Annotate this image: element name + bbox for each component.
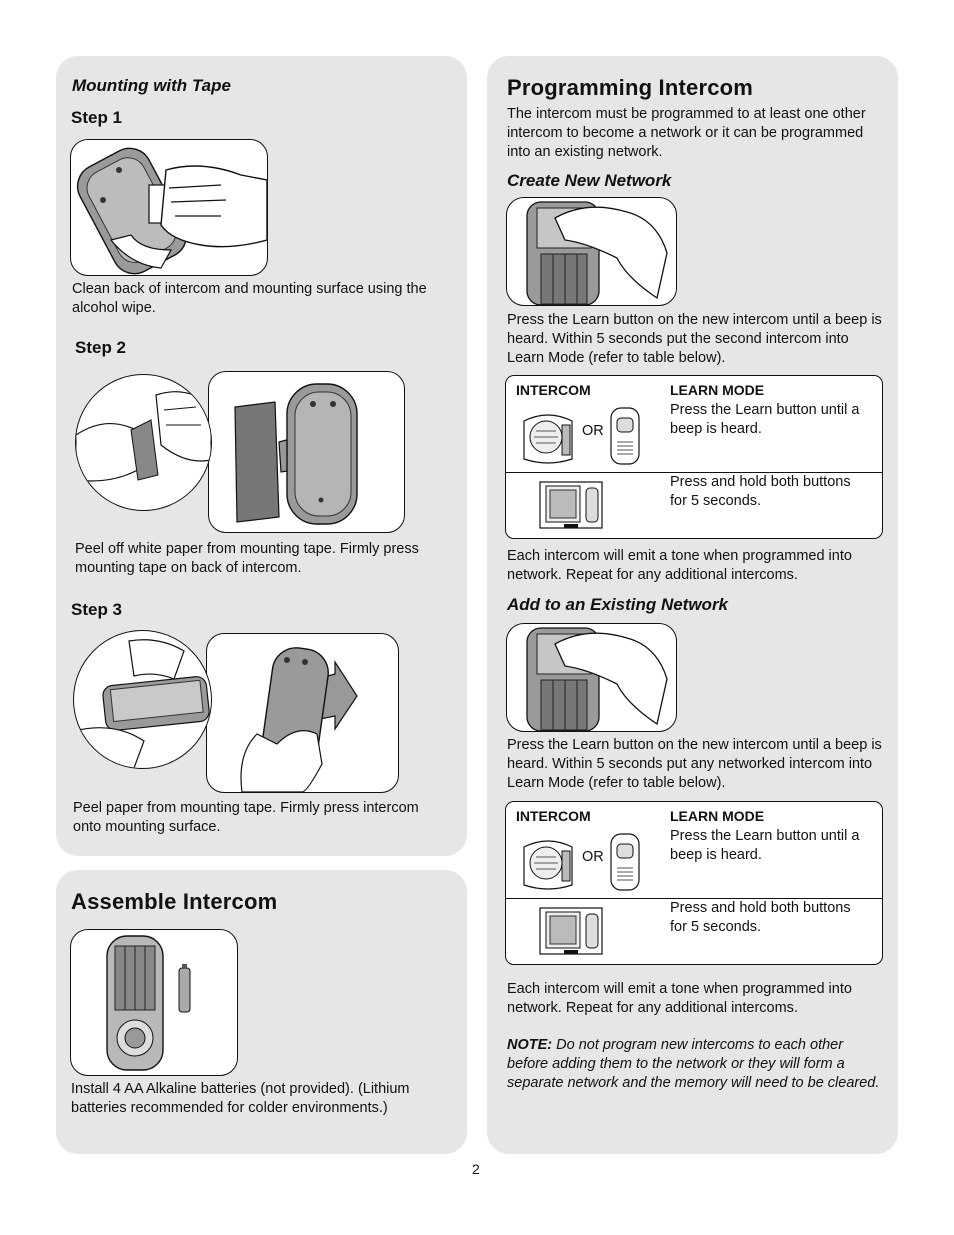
or-label: OR: [582, 423, 604, 439]
table-header-learn-mode: LEARN MODE: [670, 382, 765, 398]
wall-intercom-icon: [538, 480, 604, 530]
add-learn-mode-table: [505, 801, 883, 965]
assemble-panel: [56, 870, 467, 1154]
battery-illustration: [70, 929, 238, 1076]
slim-intercom-icon: [609, 406, 641, 466]
step1-label: Step 1: [71, 108, 123, 127]
add-network-text: Press the Learn button on the new intercom until a beep is heard. Within 5 seconds put any networked intercom into Learn Mode (refer to table below).: [507, 737, 882, 791]
create-learn-button-illustration: [506, 197, 677, 306]
create-after-text: Each intercom will emit a tone when programmed into network. Repeat for any additional intercoms.: [507, 548, 852, 583]
table-row2-text: Press and hold both buttons for 5 seconds.: [670, 474, 851, 509]
step2-hands-illustration: [75, 374, 212, 511]
note-label: NOTE:: [507, 1037, 553, 1053]
step3-text: Peel paper from mounting tape. Firmly press intercom onto mounting surface.: [73, 800, 419, 835]
table-header-learn-mode: LEARN MODE: [670, 808, 765, 824]
step2-intercom-illustration: [208, 371, 405, 533]
step2-text: Peel off white paper from mounting tape. Firmly press mounting tape on back of intercom.: [75, 541, 419, 576]
assemble-text: Install 4 AA Alkaline batteries (not provided). (Lithium batteries recommended for colder environments.): [71, 1081, 410, 1116]
table-header-intercom: INTERCOM: [516, 808, 591, 824]
step1-text: Clean back of intercom and mounting surface using the alcohol wipe.: [72, 281, 427, 316]
mounting-heading: Mounting with Tape: [72, 76, 231, 95]
add-learn-button-illustration: [506, 623, 677, 732]
table-row2-text: Press and hold both buttons for 5 seconds.: [670, 900, 851, 935]
note-text: Do not program new intercoms to each other before adding them to the network or they will form a separate network and the memory will need to be cleared.: [507, 1037, 880, 1091]
assemble-heading: Assemble Intercom: [71, 889, 278, 914]
wall-intercom-icon: [538, 906, 604, 956]
table-row1-text: Press the Learn button until a beep is heard.: [670, 402, 860, 437]
step2-label: Step 2: [75, 338, 127, 357]
table-row1-text: Press the Learn button until a beep is heard.: [670, 828, 860, 863]
programming-intro: The intercom must be programmed to at least one other intercom to become a network or it can be programmed into an existing network.: [507, 106, 866, 160]
step3-intercom-illustration: [206, 633, 399, 793]
create-network-heading: Create New Network: [507, 171, 672, 190]
step3-hands-illustration: [73, 630, 212, 769]
round-intercom-icon: [518, 835, 578, 893]
or-label: OR: [582, 849, 604, 865]
create-network-text: Press the Learn button on the new intercom until a beep is heard. Within 5 seconds put the second intercom into Learn Mode (refer to table below).: [507, 312, 882, 366]
programming-heading: Programming Intercom: [507, 75, 754, 100]
step1-illustration: [70, 139, 268, 276]
slim-intercom-icon: [609, 832, 641, 892]
round-intercom-icon: [518, 409, 578, 467]
create-learn-mode-table: [505, 375, 883, 539]
note: [507, 1036, 885, 1093]
programming-panel: [487, 56, 898, 1154]
table-header-intercom: INTERCOM: [516, 382, 591, 398]
add-network-heading: Add to an Existing Network: [507, 595, 729, 614]
add-after-text: Each intercom will emit a tone when programmed into network. Repeat for any additional intercoms.: [507, 981, 852, 1016]
mounting-panel: [56, 56, 467, 856]
page-number: 2: [472, 1161, 480, 1177]
step3-label: Step 3: [71, 600, 123, 619]
